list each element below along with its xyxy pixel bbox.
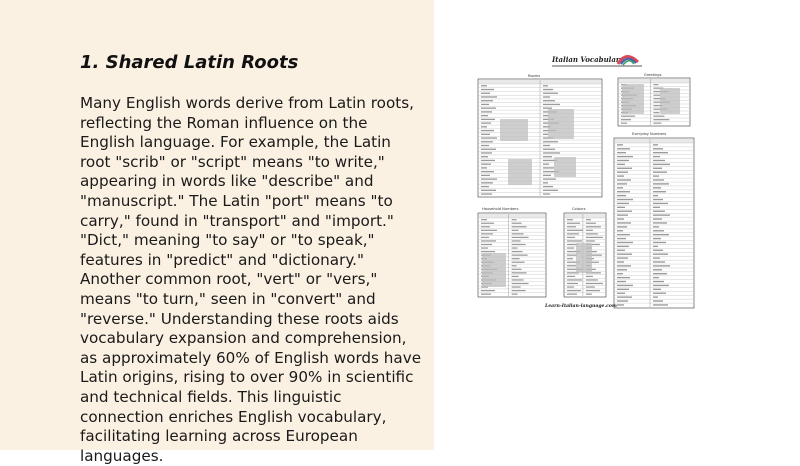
table-cell [512, 265, 517, 266]
table-cell [512, 276, 519, 277]
table-cell [481, 193, 492, 194]
illustration-blot [660, 88, 680, 114]
table-cell [567, 294, 577, 295]
table-cell [512, 240, 521, 241]
illustration-blot [482, 253, 506, 287]
table-cell [543, 190, 558, 191]
table-cell [481, 119, 495, 120]
table-cell [481, 186, 489, 187]
table-cell [653, 160, 665, 161]
table-cell [653, 152, 668, 153]
table-cell [567, 219, 573, 220]
table-cell [621, 119, 631, 120]
table-cell [481, 104, 489, 105]
table-cell [543, 186, 553, 187]
table-cell [512, 255, 528, 256]
table-cell [586, 294, 592, 295]
table-cell [512, 272, 527, 273]
table-cell [481, 244, 492, 245]
table-cell [653, 293, 666, 294]
table-cell [543, 93, 558, 94]
table-cell [543, 178, 556, 179]
table-cell [481, 160, 495, 161]
table-cell [653, 84, 658, 85]
table-cell [653, 116, 664, 117]
table-cell [543, 149, 555, 150]
table-cell [481, 251, 495, 252]
table-cell [481, 93, 490, 94]
table-cell [617, 156, 633, 157]
table-cell [567, 237, 575, 238]
table-cell [481, 137, 497, 138]
table-cell [617, 195, 626, 196]
table-cell [543, 164, 549, 165]
table-cell [653, 191, 666, 192]
table-cell [512, 258, 520, 259]
table-cell [481, 115, 488, 116]
table-cell [567, 283, 578, 284]
table-cell [481, 240, 496, 241]
table-cell [543, 182, 548, 183]
table-cell [617, 242, 633, 243]
table-cell [617, 265, 631, 266]
illustration-blot [554, 157, 576, 177]
table-cell [543, 145, 550, 146]
table-cell [543, 156, 552, 157]
table-cell [617, 269, 627, 270]
table-cell [481, 223, 494, 224]
table-cell [617, 273, 623, 274]
table-cell [586, 226, 601, 227]
table-cell [653, 250, 663, 251]
table-cell [512, 290, 526, 291]
table-cell [586, 240, 595, 241]
table-cell [481, 226, 490, 227]
table-cell [653, 144, 658, 145]
table-cell [512, 226, 527, 227]
table-cell [567, 223, 580, 224]
table-cell [543, 89, 553, 90]
table-cell [653, 187, 661, 188]
table-cell [617, 179, 631, 180]
table-cell [653, 164, 670, 165]
table-cell [653, 211, 665, 212]
table-cell [617, 289, 629, 290]
table-cell [653, 257, 660, 258]
table-cell [481, 100, 493, 101]
table-cell [653, 172, 667, 173]
table-cell [617, 168, 632, 169]
table-cell [586, 219, 591, 220]
table-cell [512, 283, 529, 284]
table-cell [653, 203, 668, 204]
table-cell [617, 226, 627, 227]
table-cell [543, 96, 550, 97]
table-cell [617, 293, 625, 294]
table-cell [512, 269, 522, 270]
table-cell [586, 286, 595, 287]
table-cell [481, 219, 487, 220]
table-cell [653, 214, 670, 215]
table-cell [586, 230, 593, 231]
slide-body-text: Many English words derive from Latin roots, reflecting the Roman influence on the English language. For example, the Latin root "scrib" or "script" means "to write," appearing in words like "describe" and "manuscript." The Latin "port" means "to carry," found in "transport" and "import." "Dict," meaning "to say" or "to speak," features in "predict" and "dictionary." Another common root, "vert" or "vers," means "to turn," seen in "convert" and "reverse." Understanding these roots aids vocabulary expansion and comprehension, as approximately 60% of English words have Latin origins, rising to over 90% in scientific and technical fields. This linguistic connection enriches English vocabulary, facilitating learning across European languages. [80, 94, 422, 465]
table-cell [617, 148, 630, 149]
table-cell [481, 126, 487, 127]
table-cell [481, 156, 488, 157]
slide-title: 1. Shared Latin Roots [80, 52, 299, 73]
section-household-numbers-label: Household Numbers [482, 207, 519, 211]
table-cell [653, 277, 659, 278]
table-cell [481, 171, 494, 172]
table-cell [543, 152, 560, 153]
table-cell [653, 218, 662, 219]
table-cell [481, 149, 496, 150]
table-cell [617, 183, 627, 184]
table-cell [617, 285, 633, 286]
table-cell [586, 279, 598, 280]
table-cell [653, 246, 658, 247]
table-cell [481, 122, 491, 123]
table-cell [617, 175, 624, 176]
everyday-numbers-table [614, 138, 694, 308]
table-cell [512, 247, 518, 248]
section-greetings-label: Greetings [644, 73, 662, 77]
table-cell [653, 281, 664, 282]
table-cell [481, 247, 488, 248]
table-cell [512, 262, 525, 263]
table-cell [653, 300, 663, 301]
table-cell [653, 238, 661, 239]
table-cell [512, 237, 529, 238]
table-cell [586, 237, 603, 238]
sheet-credit: Learn-Italian-language.com [545, 304, 617, 309]
table-cell [481, 167, 487, 168]
table-cell [621, 116, 635, 117]
table-cell [617, 222, 631, 223]
table-cell [653, 183, 669, 184]
table-cell [567, 247, 574, 248]
table-cell [586, 223, 596, 224]
table-cell [543, 193, 550, 194]
table-cell [481, 108, 496, 109]
table-cell [653, 261, 665, 262]
colours-table [564, 213, 606, 297]
table-cell [617, 238, 626, 239]
table-cell [586, 276, 593, 277]
table-cell [617, 300, 628, 301]
table-cell [481, 96, 497, 97]
table-cell [617, 234, 630, 235]
table-cell [653, 168, 662, 169]
table-cell [617, 172, 628, 173]
table-cell [481, 237, 489, 238]
table-header [619, 79, 689, 83]
table-cell [617, 144, 623, 145]
table-cell [617, 304, 624, 305]
table-cell [481, 134, 490, 135]
table-cell [617, 218, 624, 219]
table-cell [653, 242, 666, 243]
table-cell [567, 290, 581, 291]
table-cell [617, 203, 629, 204]
table-cell [512, 219, 517, 220]
table-cell [617, 191, 630, 192]
table-cell [617, 207, 625, 208]
table-cell [653, 289, 661, 290]
table-cell [653, 123, 661, 124]
table-cell [617, 250, 625, 251]
table-cell [481, 89, 494, 90]
table-cell [512, 244, 526, 245]
table-cell [653, 179, 664, 180]
table-cell [567, 279, 582, 280]
table-cell [653, 285, 669, 286]
vocab-sheet-title: Italian Vocabulary [552, 55, 624, 64]
table-cell [617, 277, 630, 278]
table-cell [543, 108, 552, 109]
table-cell [617, 257, 628, 258]
table-cell [481, 182, 493, 183]
table-cell [512, 223, 522, 224]
table-cell [481, 164, 491, 165]
table-cell [543, 134, 548, 135]
table-cell [586, 283, 603, 284]
table-cell [481, 190, 496, 191]
table-cell [653, 234, 669, 235]
table-cell [481, 230, 497, 231]
table-cell [617, 281, 626, 282]
table-cell [567, 286, 574, 287]
vocabulary-sheet-image [472, 48, 704, 316]
table-cell [543, 100, 555, 101]
table-cell [567, 255, 577, 256]
table-cell [481, 175, 490, 176]
table-cell [653, 95, 660, 96]
table-cell [653, 273, 667, 274]
table-cell [617, 187, 623, 188]
table-cell [653, 254, 668, 255]
section-everyday-numbers-label: Everyday Numbers [632, 132, 667, 136]
table-cell [617, 230, 623, 231]
table-cell [617, 152, 626, 153]
table-cell [617, 261, 624, 262]
table-cell [617, 246, 629, 247]
table-cell [617, 211, 632, 212]
table-cell [512, 251, 523, 252]
table-cell [543, 141, 558, 142]
table-cell [481, 145, 489, 146]
table-cell [653, 195, 658, 196]
illustration-blot [500, 119, 528, 141]
table-cell [567, 240, 582, 241]
greetings-table [618, 78, 690, 126]
household-numbers-table [478, 213, 546, 297]
table-cell [653, 112, 659, 113]
table-cell [617, 160, 629, 161]
table-cell [567, 276, 575, 277]
table-cell [512, 294, 518, 295]
table-cell [481, 130, 494, 131]
table-cell [621, 123, 627, 124]
table-cell [543, 175, 551, 176]
table-cell [543, 104, 560, 105]
table-cell [617, 199, 633, 200]
table-cell [567, 230, 583, 231]
section-colours-label: Colours [572, 207, 586, 211]
table-cell [653, 207, 660, 208]
table-cell [481, 141, 493, 142]
table-cell [512, 230, 519, 231]
table-header [615, 139, 693, 143]
table-cell [617, 164, 625, 165]
table-cell [653, 296, 658, 297]
table-cell [481, 111, 492, 112]
table-cell [567, 226, 576, 227]
table-cell [653, 230, 664, 231]
table-cell [653, 269, 662, 270]
table-cell [653, 222, 667, 223]
table-cell [481, 290, 495, 291]
table-cell [543, 167, 554, 168]
table-cell [481, 85, 487, 86]
illustration-blot [508, 159, 532, 185]
rooms-table [478, 79, 602, 197]
table-cell [567, 233, 579, 234]
table-cell [653, 156, 660, 157]
table-cell [617, 296, 632, 297]
illustration-blot [576, 243, 592, 273]
table-cell [481, 233, 493, 234]
table-cell [586, 233, 598, 234]
table-cell [586, 290, 600, 291]
table-cell [512, 279, 524, 280]
table-cell [653, 119, 669, 120]
table-cell [512, 233, 524, 234]
table-cell [481, 178, 497, 179]
illustration-blot [548, 109, 574, 139]
table-cell [567, 258, 573, 259]
table-cell [653, 226, 659, 227]
table-cell [653, 175, 659, 176]
table-cell [617, 214, 628, 215]
table-cell [653, 265, 670, 266]
table-cell [653, 199, 663, 200]
table-cell [617, 254, 632, 255]
table-cell [512, 286, 521, 287]
section-rooms-label: Rooms [528, 74, 541, 78]
table-header [479, 214, 545, 218]
table-cell [567, 265, 576, 266]
table-cell [543, 85, 548, 86]
table-cell [481, 152, 492, 153]
table-cell [653, 148, 663, 149]
illustration-blot [622, 84, 644, 114]
table-header [565, 214, 605, 218]
table-cell [653, 304, 668, 305]
table-cell [481, 294, 491, 295]
